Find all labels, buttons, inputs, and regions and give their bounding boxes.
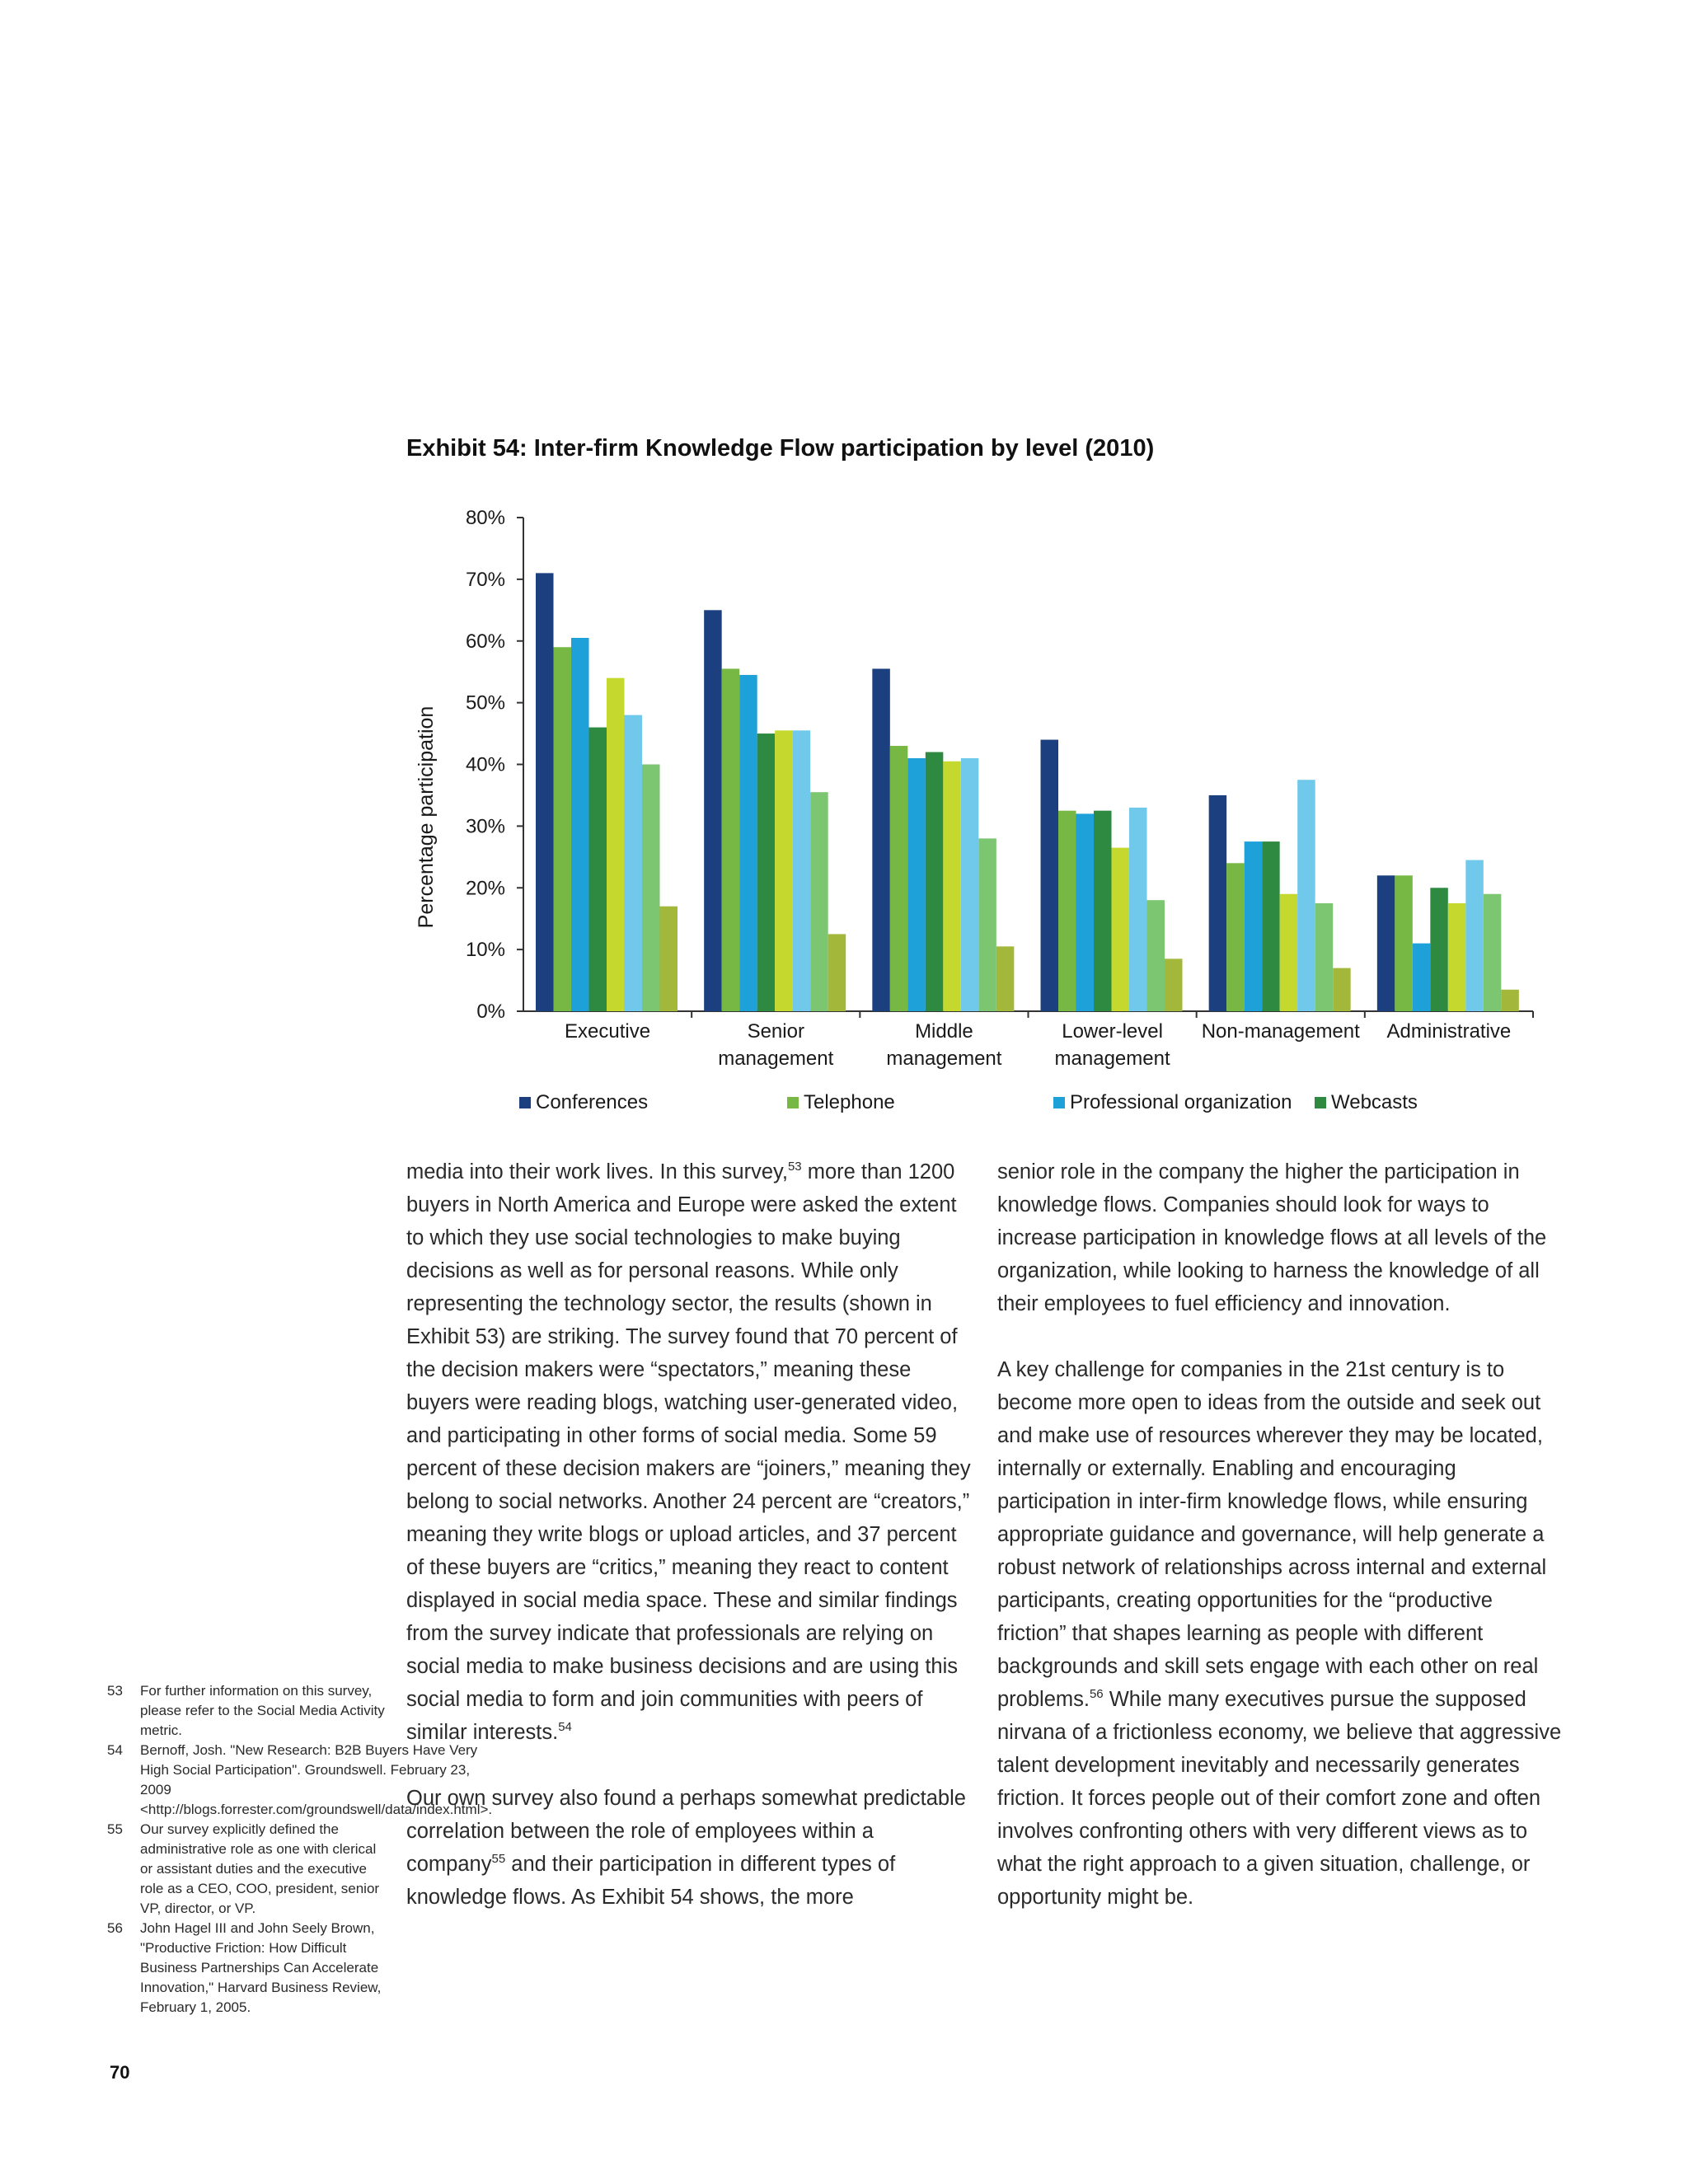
- bar-series-8: [1165, 958, 1183, 1011]
- footnote-ref: 55: [491, 1852, 506, 1866]
- legend-label: Conferences: [536, 1091, 649, 1113]
- y-tick-label: 40%: [465, 753, 505, 776]
- footnote-number: 56: [107, 1920, 123, 1936]
- y-axis-label: Percentage participation: [415, 705, 438, 929]
- legend-item: [1315, 1091, 1418, 1114]
- bar-conferences: [1377, 875, 1395, 1011]
- bar-webcasts: [1430, 888, 1448, 1011]
- exhibit-title: Exhibit 54: Inter-firm Knowledge Flow participation by level (2010): [406, 435, 1155, 462]
- y-tick-label: 30%: [465, 815, 505, 838]
- bar-series-8: [996, 946, 1015, 1011]
- footnote: [107, 1820, 387, 1919]
- bar-series-5: [1280, 894, 1298, 1011]
- bar-series-6: [625, 715, 643, 1011]
- body-paragraph: A key challenge for companies in the 21st century is to become more open to ideas from the outside and seek out and make use of resources wherever they may be located, internally or externally. Enabling and encouraging participation in inter-firm knowledge flows, while ensuring appropriate guidance and governance, will help generate a robust network of relationships across internal and external participants, creating opportunities for the “productive friction” that shapes learning as people with different backgrounds and skill sets engage with each other on real problems.$^{56}$ While many executives pursue the supposed nirvana of a frictionless economy, we believe that aggressive talent development inevitably and necessarily generates friction. It forces people out of their comfort zone and often involves confronting others with very different views as to what the right approach to a given situation, challenge, or opportunity might be.: [997, 1358, 1562, 1909]
- bar-webcasts: [926, 752, 944, 1011]
- x-tick-label: Lower-level: [1062, 1020, 1163, 1043]
- footnotes: [107, 1681, 493, 2018]
- bar-professional-organization: [1076, 813, 1095, 1011]
- bar-telephone: [1058, 811, 1076, 1011]
- bar-series-8: [1501, 990, 1519, 1011]
- bar-telephone: [1395, 875, 1413, 1011]
- footnote: [107, 1919, 387, 2018]
- footnote-number: 54: [107, 1742, 123, 1758]
- bar-conferences: [536, 573, 554, 1011]
- bar-series-7: [978, 838, 996, 1011]
- bar-series-5: [1112, 848, 1130, 1011]
- footnote-ref: 53: [787, 1160, 802, 1174]
- y-tick-label: 80%: [465, 507, 505, 529]
- bar-telephone: [890, 746, 908, 1011]
- bar-webcasts: [757, 733, 776, 1011]
- x-tick-label: Non-management: [1201, 1020, 1360, 1043]
- bar-conferences: [704, 610, 722, 1011]
- x-tick-label: management: [886, 1047, 1002, 1070]
- bar-conferences: [872, 668, 890, 1011]
- bar-professional-organization: [907, 758, 926, 1011]
- bar-series-5: [943, 762, 961, 1011]
- x-tick-label: Executive: [565, 1020, 651, 1043]
- bar-telephone: [554, 647, 572, 1011]
- legend-swatch: [519, 1097, 531, 1108]
- bar-conferences: [1041, 740, 1059, 1011]
- body-column-right: [997, 1155, 1566, 1914]
- y-tick-label: 10%: [465, 939, 505, 962]
- y-tick-label: 60%: [465, 630, 505, 653]
- body-paragraph: senior role in the company the higher the participation in knowledge flows. Companies should look for ways to increase participation in knowledge flows at all levels of the organization, while looking to harness the knowledge of all their employees to fuel efficiency and innovation.: [997, 1160, 1547, 1315]
- footnote-number: 55: [107, 1821, 123, 1837]
- bar-series-8: [1333, 968, 1351, 1011]
- legend-item: [787, 1091, 895, 1114]
- bar-webcasts: [589, 728, 607, 1011]
- y-tick-label: 50%: [465, 691, 505, 715]
- x-tick-label: Middle: [915, 1020, 973, 1043]
- footnote-ref: 56: [1089, 1687, 1104, 1701]
- footnote-text: John Hagel III and John Seely Brown, "Productive Friction: How Difficult Business Partnerships Can Accelerate Innovation," Harvard Business Review, February 1, 2005.: [140, 1920, 382, 2015]
- bar-professional-organization: [571, 638, 589, 1011]
- chart-legend: [519, 1091, 1451, 1121]
- footnote-text: Our survey explicitly defined the administrative role as one with clerical or assistant duties and the executive role as a CEO, COO, president, senior VP, director, or VP.: [140, 1821, 380, 1916]
- bar-professional-organization: [1413, 944, 1431, 1011]
- bar-telephone: [722, 668, 740, 1011]
- bar-series-7: [642, 765, 660, 1012]
- bar-webcasts: [1094, 811, 1112, 1011]
- body-paragraph: Our own survey also found a perhaps somewhat predictable correlation between the role of employees within a company$^{55}$ and their participation in different types of knowledge flows. As Exhibit 54 shows, the more: [406, 1787, 966, 1909]
- bar-telephone: [1226, 863, 1245, 1011]
- bar-series-7: [1147, 900, 1165, 1011]
- footnote-number: 53: [107, 1683, 123, 1699]
- legend-label: Webcasts: [1331, 1091, 1418, 1113]
- bar-series-5: [1448, 903, 1466, 1011]
- bar-series-7: [1484, 894, 1502, 1011]
- x-tick-label: Senior: [747, 1020, 804, 1043]
- bar-series-6: [961, 758, 979, 1011]
- legend-item: [519, 1091, 648, 1114]
- bar-series-8: [828, 934, 846, 1011]
- footnote-ref: 54: [558, 1720, 572, 1734]
- legend-swatch: [787, 1097, 799, 1108]
- bar-series-6: [1465, 860, 1484, 1011]
- bar-series-6: [1297, 780, 1315, 1011]
- bar-series-5: [607, 678, 625, 1011]
- footnote: [107, 1741, 493, 1820]
- legend-swatch: [1053, 1097, 1065, 1108]
- bar-conferences: [1209, 795, 1227, 1011]
- x-tick-label: Administrative: [1386, 1020, 1512, 1043]
- x-tick-label: management: [718, 1047, 834, 1070]
- bar-series-7: [810, 792, 828, 1011]
- legend-swatch: [1315, 1097, 1326, 1108]
- bar-series-5: [775, 730, 793, 1011]
- y-tick-label: 0%: [476, 1001, 505, 1023]
- legend-label: Professional organization: [1070, 1091, 1292, 1113]
- legend-item: [1053, 1091, 1292, 1114]
- bar-series-7: [1315, 903, 1334, 1011]
- bar-webcasts: [1262, 841, 1280, 1011]
- bar-series-6: [1129, 808, 1147, 1011]
- x-tick-label: management: [1054, 1047, 1170, 1070]
- y-tick-label: 70%: [465, 568, 505, 591]
- footnote-text: For further information on this survey, please refer to the Social Media Activity metric.: [140, 1683, 385, 1738]
- bar-series-8: [660, 907, 678, 1011]
- legend-label: Telephone: [804, 1091, 895, 1113]
- footnote: [107, 1681, 387, 1741]
- bar-professional-organization: [1245, 841, 1263, 1011]
- footnote-text: Bernoff, Josh. "New Research: B2B Buyers Have Very High Social Participation". Groundswell. February 23, 2009 <http://blogs.forrester.com/groundswell/data/index.html>.: [140, 1742, 493, 1817]
- bar-professional-organization: [739, 675, 757, 1011]
- page-number: 70: [110, 2062, 130, 2083]
- y-tick-label: 20%: [465, 877, 505, 900]
- bar-series-6: [793, 730, 811, 1011]
- body-paragraph: media into their work lives. In this survey,$^{53}$ more than 1200 buyers in North America and Europe were asked the extent to which they use social technologies to make buying decisions as well as for personal reasons. While only representing the technology sector, the results (shown in Exhibit 53) are striking. The survey found that 70 percent of the decision makers were “spectators,” meaning these buyers were reading blogs, watching user-generated video, and participating in other forms of social media. Some 59 percent of these decision makers are “joiners,” meaning they belong to social networks. Another 24 percent are “creators,” meaning they write blogs or upload articles, and 37 percent of these buyers are “critics,” meaning they react to content displayed in social media space. These and similar findings from the survey indicate that professionals are relying on social media to make business decisions and are using this social media to form and join communities with peers of similar interests.$^{54}$: [406, 1160, 971, 1744]
